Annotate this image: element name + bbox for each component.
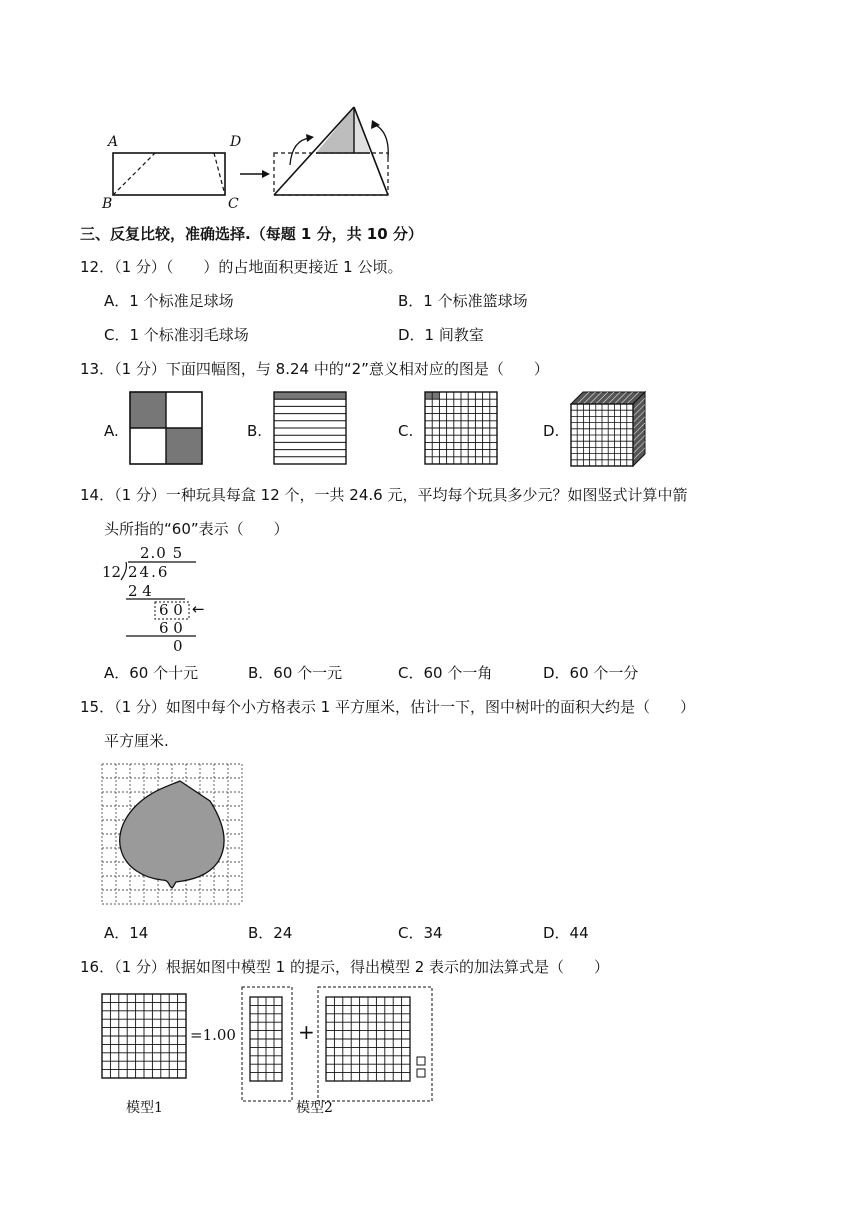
label-c: C [228, 196, 239, 212]
division-remainder: 0 [173, 637, 183, 655]
q13-option-c[interactable]: C. [398, 422, 414, 440]
model-2-part-b [316, 985, 436, 1105]
question-14-line1: 14．（1 分）一种玩具每盒 12 个，一共 24.6 元，平均每个玩具多少元？如图竖式计算中箭 [80, 486, 688, 504]
q14-option-a[interactable]: A．60 个十元 [104, 664, 199, 682]
division-quotient: 2.0 5 [140, 544, 184, 562]
question-14-line2: 头所指的“60”表示（ ） [104, 520, 289, 538]
question-15-line2: 平方厘米. [104, 732, 169, 750]
section-title: 三、反复比较，准确选择.（每题 1 分，共 10 分） [80, 225, 423, 243]
q15-option-c[interactable]: C．34 [398, 924, 443, 942]
q14-option-b[interactable]: B．60 个一元 [248, 664, 343, 682]
q12-option-a[interactable]: A．1 个标准足球场 [104, 292, 234, 310]
division-step1: 2 4 [128, 582, 152, 600]
q13-option-a[interactable]: A. [104, 422, 119, 440]
division-arrow: ← [192, 600, 205, 618]
question-16: 16．（1 分）根据如图中模型 1 的提示，得出模型 2 表示的加法算式是（ ） [80, 958, 610, 976]
division-divisor: 12 [102, 563, 122, 581]
model-2-part-a [240, 985, 300, 1105]
label-b: B [102, 196, 113, 212]
division-dividend: 24.6 [128, 563, 170, 581]
q14-option-d[interactable]: D．60 个一分 [543, 664, 639, 682]
q12-option-d[interactable]: D．1 间教室 [398, 326, 484, 344]
q13-option-d[interactable]: D. [543, 422, 560, 440]
question-13: 13．（1 分）下面四幅图，与 8.24 中的“2”意义相对应的图是（ ） [80, 360, 549, 378]
q14-option-c[interactable]: C．60 个一角 [398, 664, 493, 682]
q15-option-b[interactable]: B．24 [248, 924, 293, 942]
question-15-line1: 15．（1 分）如图中每个小方格表示 1 平方厘米，估计一下，图中树叶的面积大约是（ ） [80, 698, 695, 716]
leaf-grid-figure [100, 762, 250, 912]
model-2-label: 模型2 [296, 1100, 333, 1116]
division-step3: 6 0 [159, 619, 183, 637]
model-1-label: 模型1 [126, 1100, 163, 1116]
q12-option-b[interactable]: B．1 个标准篮球场 [398, 292, 528, 310]
model-1-equals: =1.00 [190, 1026, 236, 1044]
label-d: D [230, 134, 242, 150]
question-12: 12．（1 分）（ ）的占地面积更接近 1 公顷。 [80, 258, 403, 276]
plus-sign: + [298, 1020, 315, 1044]
q13-option-b[interactable]: B. [247, 422, 263, 440]
label-a: A [108, 134, 119, 150]
q15-option-d[interactable]: D．44 [543, 924, 589, 942]
model-1-grid [100, 992, 190, 1082]
division-step2: 6 0 [159, 601, 183, 619]
q15-option-a[interactable]: A．14 [104, 924, 149, 942]
q12-option-c[interactable]: C．1 个标准羽毛球场 [104, 326, 249, 344]
